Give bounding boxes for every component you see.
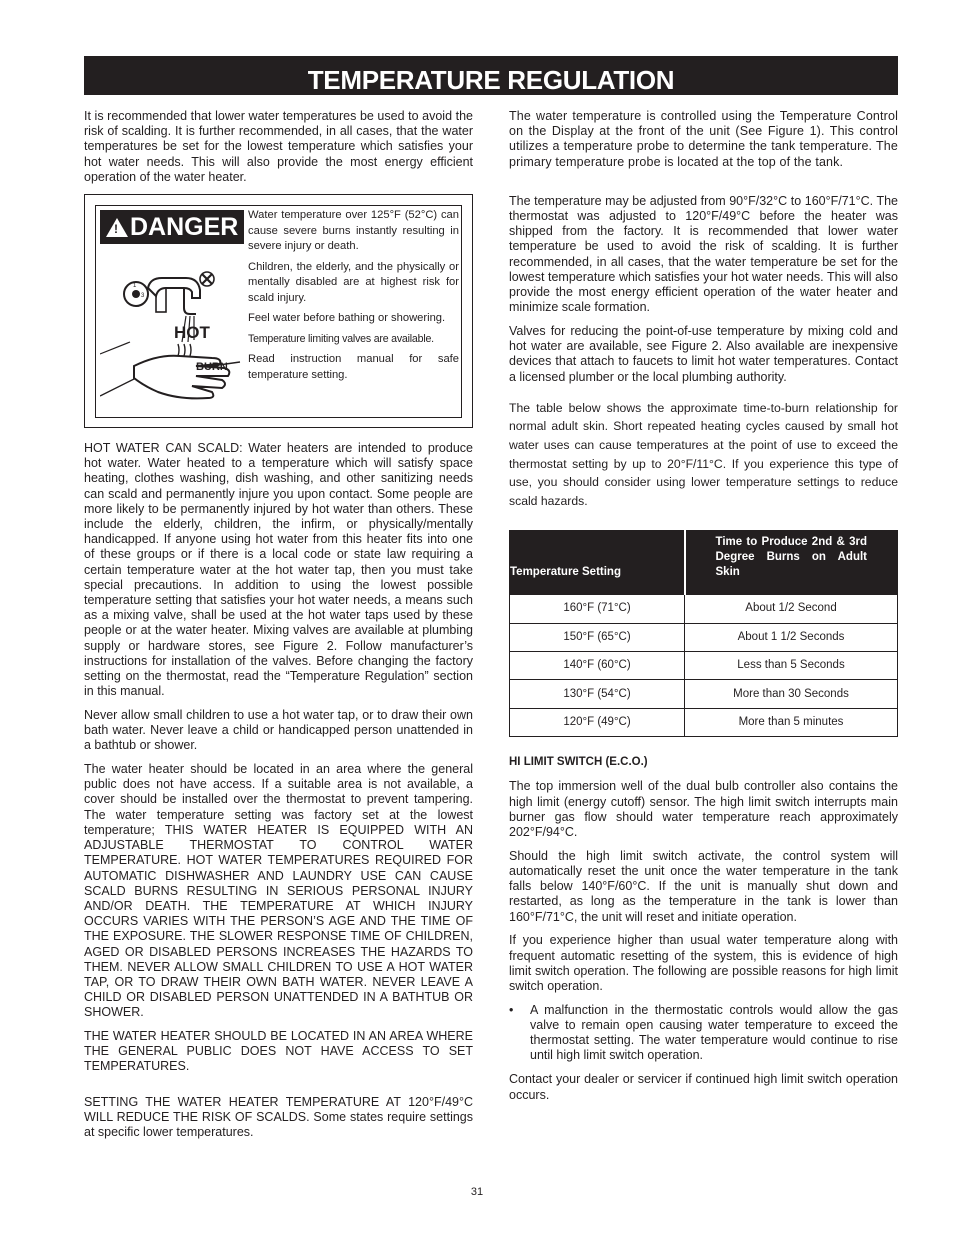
danger-warning-inner xyxy=(95,205,462,418)
table-cell: 140°F (60°C) xyxy=(510,652,685,680)
intro-paragraph: It is recommended that lower water temperatures be used to avoid the risk of scalding. It is further recommended, in all cases, that the water temperatures be set for the lowest temperature which satisfies your hot water needs. This will also provide the most energy efficient operation of the water heater. xyxy=(84,109,473,184)
table-row xyxy=(510,595,898,623)
body-paragraph: THE WATER HEATER SHOULD BE LOCATED IN AN AREA WHERE THE GENERAL PUBLIC DOES NOT HAVE ACCESS TO SET TEMPERATURES. xyxy=(84,1029,473,1074)
danger-line: Read instruction manual for safe temperature setting. xyxy=(248,353,459,381)
table-cell: About 1 1/2 Seconds xyxy=(685,623,898,651)
right-column xyxy=(509,109,898,1111)
danger-warning-box xyxy=(84,194,473,428)
danger-line: Children, the elderly, and the physically or mentally disabled are at highest risk for scald injury. xyxy=(248,260,459,304)
body-paragraph: Should the high limit switch activate, the control system will automatically reset the unit once the water temperature in the tank falls below 140°F/60°C. If the unit is manually shut down and restarted, as long as the temperature in the tank is lower than 160°F/71°C, the unit will reset and initiate operation. xyxy=(509,848,898,924)
table-row xyxy=(510,708,898,736)
section-heading: HI LIMIT SWITCH (E.C.O.) xyxy=(509,756,648,769)
table-cell: 160°F (71°C) xyxy=(510,595,685,623)
time-to-burn-table xyxy=(509,530,898,737)
danger-label xyxy=(100,210,244,244)
table-cell: 130°F (54°C) xyxy=(510,680,685,708)
table-header-cell: Time to Produce 2nd & 3rd Degree Burns on Adult Skin xyxy=(685,531,898,595)
svg-text:HOT: HOT xyxy=(174,323,210,343)
body-paragraph: HOT WATER CAN SCALD: Water heaters are intended to produce hot water. Water heated to a temperature which will satisfy space heating, clothes washing, dish washing, and other sanitizing needs can scald and permanently injure you upon contact. Some people are more likely to be permanently injured by hot water than others. These include the elderly, children, the infirm, or physically/mentally handicapped. If anyone using hot water from this heater fits into one of these groups or if there is a local code or state law requiring a certain temperature water at the hot water tap, then you must take special precautions. In addition to using the lowest possible temperature setting that satisfies your hot water needs, a means such as a mixing valve, shall be used at the hot water taps used by these people or at the water heater. Mixing valves are available at plumbing supply or hardware stores, see Figure 2. Follow manufacturer’s instructions for installation of the valves. Before changing the factory setting on the thermostat, read the “Temperature Regulation” section in this manual. xyxy=(84,441,473,699)
body-paragraph: The top immersion well of the dual bulb controller also contains the high limit (energy cutoff) sensor. The high limit switch interrupts main burner gas flow should water temperature reach approximately 202°F/94°C. xyxy=(509,779,898,840)
table-cell: More than 30 Seconds xyxy=(685,680,898,708)
table-cell: 120°F (49°C) xyxy=(510,708,685,736)
page-number: 31 xyxy=(470,1186,484,1198)
left-column xyxy=(84,109,473,1149)
danger-label-text: DANGER xyxy=(130,213,239,242)
table-row xyxy=(510,652,898,680)
body-paragraph: The water temperature is controlled using the Temperature Control on the Display at the front of the unit (See Figure 1). This control utilizes a temperature probe to determine the tank temperature. The primary temperature probe is located at the top of the tank. xyxy=(509,109,898,169)
title-bar xyxy=(84,56,898,93)
danger-text xyxy=(248,208,459,388)
body-paragraph: The table below shows the approximate time-to-burn relationship for normal adult skin. Short repeated heating cycles caused by small hot water uses can cause temperatures at the point of use to exceed the thermostat setting by up to 20°F/11°C. If you experience this type of use, you should consider using lower temperature settings to reduce scald hazards. xyxy=(509,400,898,508)
table-cell: Less than 5 Seconds xyxy=(685,652,898,680)
bullet-item xyxy=(509,1003,898,1064)
bullet-text: A malfunction in the thermostatic controls would allow the gas valve to remain open causing water temperature to exceed the thermostat setting. The water temperature would continue to rise until high limit switch operation. xyxy=(530,1002,898,1063)
warning-triangle-icon: ! xyxy=(106,218,128,237)
page-title: TEMPERATURE REGULATION xyxy=(307,65,675,93)
table-cell: About 1/2 Second xyxy=(685,595,898,623)
danger-line: Temperature limiting valves are available. xyxy=(248,332,434,345)
svg-text:1: 1 xyxy=(133,283,137,290)
scald-hand-faucet-illustration xyxy=(100,266,246,406)
body-paragraph: SETTING THE WATER HEATER TEMPERATURE AT 120°F/49°C WILL REDUCE THE RISK OF SCALDS. Some states require settings at specific lower temperatures. xyxy=(84,1094,473,1140)
svg-text:3: 3 xyxy=(141,293,145,300)
svg-text:BURN: BURN xyxy=(196,361,228,374)
body-paragraph: The temperature may be adjusted from 90°F/32°C to 160°F/71°C. The thermostat was adjusted to 120°F/49°C before the heater was shipped from the factory. It is recommended that lower water temperature be used to avoid the risk of scalding. It is further recommended, in all cases, that the water temperature be set for the lowest temperature which satisfies your hot water needs. This will also provide the most energy efficient operation of the water heater and minimize scale formation. xyxy=(509,193,898,315)
title-rule xyxy=(84,93,898,95)
table-cell: 150°F (65°C) xyxy=(510,623,685,651)
table-cell: More than 5 minutes xyxy=(685,708,898,736)
body-paragraph: Contact your dealer or servicer if continued high limit switch operation occurs. xyxy=(509,1072,898,1102)
body-paragraph: Valves for reducing the point-of-use temperature by mixing cold and hot water are available, see Figure 2. Also available are inexpensive devices that attach to faucets to limit hot water temperatures. Contact a licensed plumber or the local plumbing authority. xyxy=(509,323,898,384)
danger-line: Water temperature over 125°F (52°C) can cause severe burns instantly resulting in severe injury or death. xyxy=(248,209,459,253)
table-row xyxy=(510,680,898,708)
danger-line: Feel water before bathing or showering. xyxy=(248,312,446,325)
table-header-cell: Temperature Setting xyxy=(510,531,685,595)
body-paragraph: The water heater should be located in an area where the general public does not have access. If a suitable area is not available, a cover should be installed over the thermostat to prevent tampering. The water temperature setting was factory set at the lowest temperature; THIS WATER HEATER IS EQUIPPED WITH AN ADJUSTABLE THERMOSTAT TO CONTROL WATER TEMPERATURE. HOT WATER TEMPERATURES REQUIRED FOR AUTOMATIC DISHWASHER AND LAUNDRY USE CAN CAUSE SCALD BURNS RESULTING IN SERIOUS PERSONAL INJURY AND/OR DEATH. THE TEMPERATURE AT WHICH INJURY OCCURS VARIES WITH THE PERSON’S AGE AND THE TIME OF THE EXPOSURE. THE SLOWER RESPONSE TIME OF CHILDREN, AGED OR DISABLED PERSONS INCREASES THE HAZARDS TO THEM. NEVER ALLOW SMALL CHILDREN TO USE A HOT WATER TAP, OR TO DRAW THEIR OWN BATH WATER. NEVER LEAVE A CHILD OR DISABLED PERSON UNATTENDED IN A BATHTUB OR SHOWER. xyxy=(84,762,473,1020)
body-paragraph: If you experience higher than usual water temperature along with frequent automatic resetting of the system, this is evidence of high limit switch operation. The following are possible reasons for high limit switch operation. xyxy=(509,933,898,993)
table-header-row xyxy=(510,531,898,595)
bullet-mark: • xyxy=(509,1002,514,1017)
table-row xyxy=(510,623,898,651)
body-paragraph: Never allow small children to use a hot water tap, or to draw their own bath water. Never leave a child or handicapped person unattended in a bathtub or shower. xyxy=(84,707,473,753)
